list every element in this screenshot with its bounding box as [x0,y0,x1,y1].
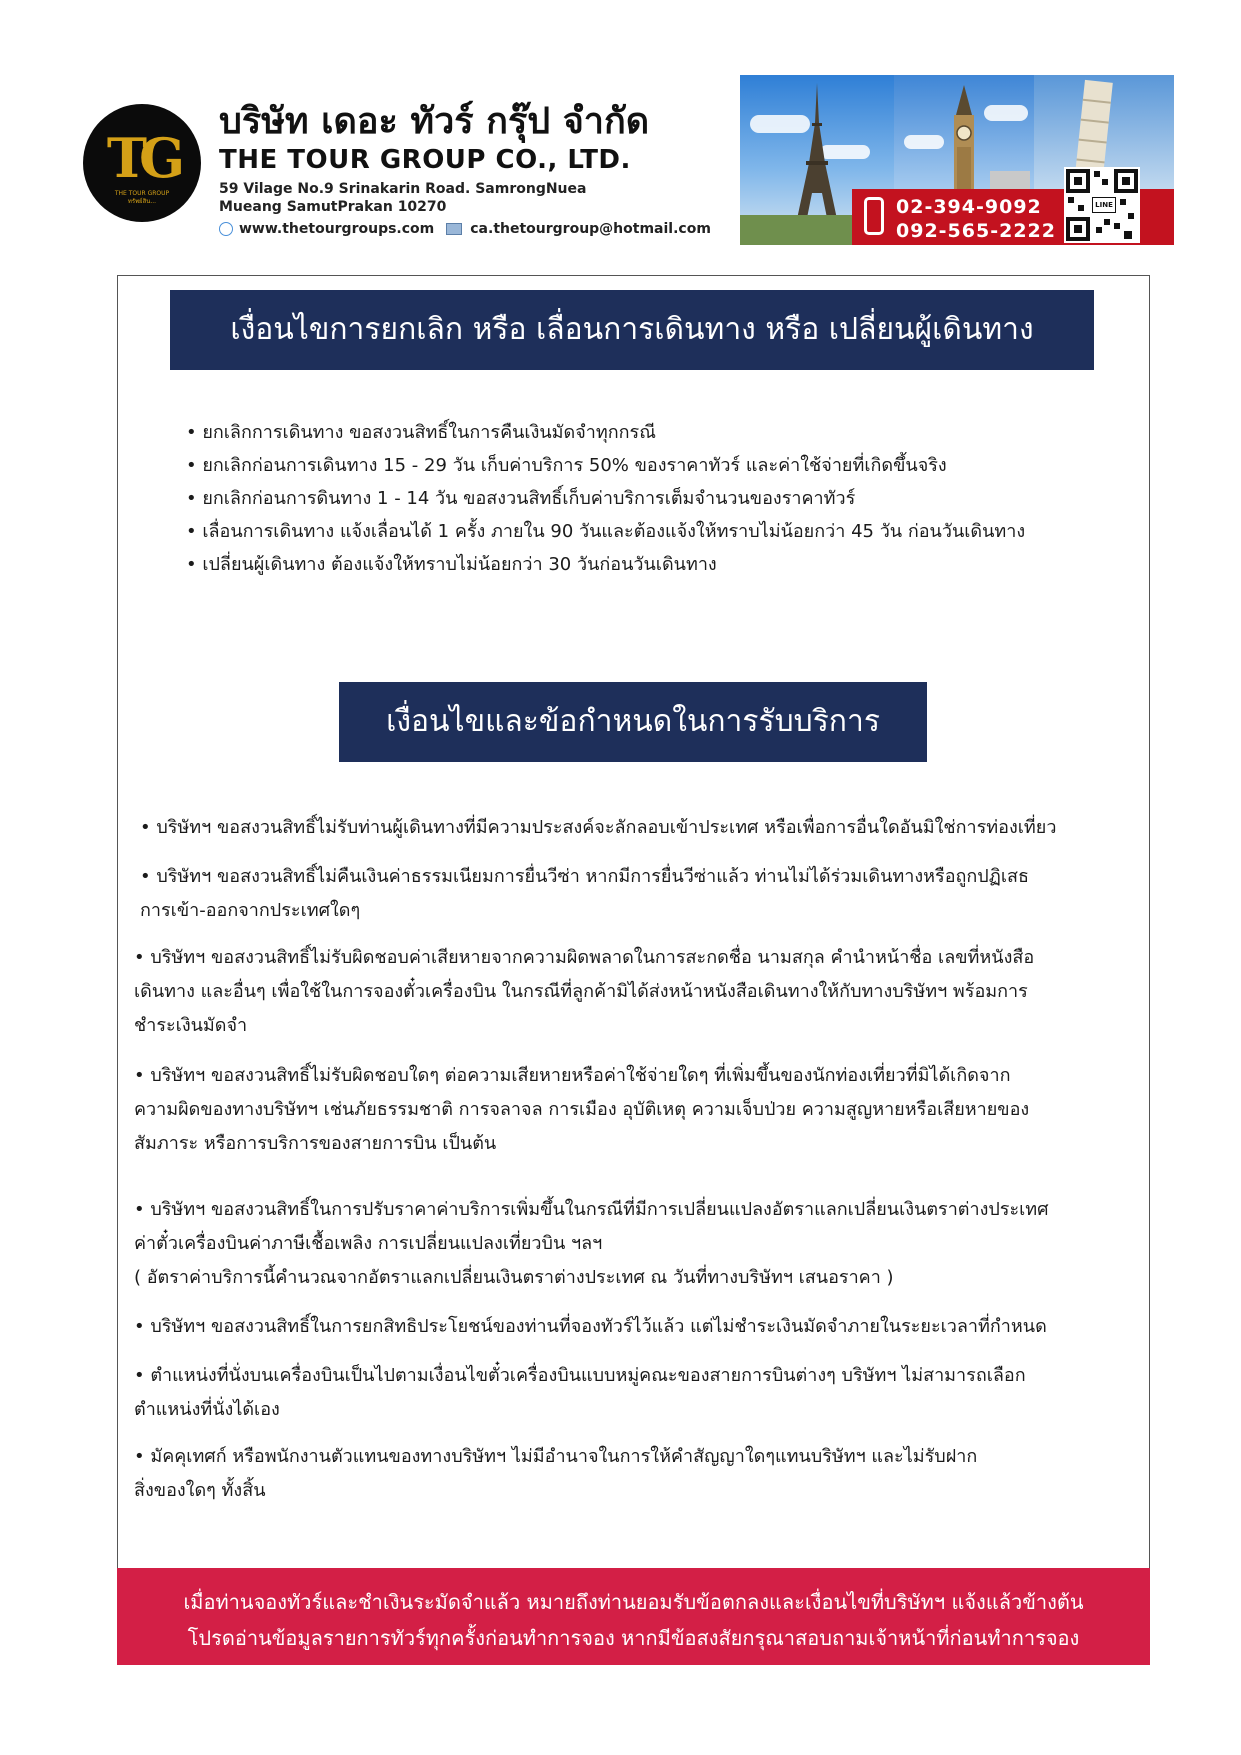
phone-number-2[interactable]: 092-565-2222 [896,220,1056,242]
cancellation-list [186,416,1025,581]
landmark-banner [740,75,1174,245]
eiffel-tower-icon [792,83,842,233]
list-item: • บริษัทฯ ขอสงวนสิทธิ์ไม่รับผิดชอบค่าเสียหายจากความผิดพลาดในการสะกดชื่อ นามสกุล คำนำหน้าชื่อ เลขที่หนังสือ เดินทาง และอื่นๆ เพื่อใช้ในการจองตั๋วเครื่องบิน ในกรณีที่ลูกค้ามิได้ส่งหน้าหนังสือเดินทางให้กับทางบริษัทฯ พร้อมการ ชำระเงินมัดจำ [134,947,1035,1036]
company-logo [83,104,201,222]
contact-row [219,221,711,237]
logo-letters: TG [106,126,178,190]
list-item: • ตำแหน่งที่นั่งบนเครื่องบินเป็นไปตามเงื่อนไขตั๋วเครื่องบินแบบหมู่คณะของสายการบินต่างๆ บริษัทฯ ไม่สามารถเลือก ตำแหน่งที่นั่งได้เอง [134,1365,1026,1420]
list-item: • บริษัทฯ ขอสงวนสิทธิ์ในการยกสิทธิประโยชน์ของท่านที่จองทัวร์ไว้แล้ว แต่ไม่ชำระเงินมัดจำภายในระยะเวลาที่กำหนด [134,1316,1047,1337]
list-item: • เลื่อนการเดินทาง แจ้งเลื่อนได้ 1 ครั้ง ภายใน 90 วันและต้องแจ้งให้ทราบไม่น้อยกว่า 45 วัน ก่อนวันเดินทาง [186,521,1026,542]
list-item: • ยกเลิกก่อนการดินทาง 1 - 14 วัน ขอสงวนสิทธิ์เก็บค่าบริการเต็มจำนวนของราคาทัวร์ [186,488,856,509]
company-name-thai: บริษัท เดอะ ทัวร์ กรุ๊ป จำกัด [219,101,650,142]
list-item: • ยกเลิกการเดินทาง ขอสงวนสิทธิ์ในการคืนเงินมัดจำทุกกรณี [186,422,656,443]
logo-caption: THE TOUR GROUP ทรัพย์สิน... [114,190,170,205]
line-label: LINE [1092,197,1116,213]
line-qr-code[interactable] [1064,167,1140,243]
phone-number-1[interactable]: 02-394-9092 [896,196,1042,218]
footer-line-2: โปรดอ่านข้อมูลรายการทัวร์ทุกครั้งก่อนทำการจอง หากมีข้อสงสัยกรุณาสอบถามเจ้าหน้าที่ก่อนทำการจอง [187,1626,1080,1650]
footer-notice [117,1568,1150,1665]
section-title-cancellation: เงื่อนไขการยกเลิก หรือ เลื่อนการเดินทาง หรือ เปลี่ยนผู้เดินทาง [170,290,1094,370]
mail-icon [446,223,462,235]
mobile-phone-icon [864,197,884,235]
email-link[interactable]: ca.thetourgroup@hotmail.com [470,221,711,237]
list-item: • บริษัทฯ ขอสงวนสิทธิ์ไม่รับท่านผู้เดินทางที่มีความประสงค์จะลักลอบเข้าประเทศ หรือเพื่อการอื่นใดอันมิใช่การท่องเที่ยว [140,817,1057,838]
website-link[interactable]: www.thetourgroups.com [239,221,435,237]
globe-icon [219,222,233,236]
address-line-2: Mueang SamutPrakan 10270 [219,199,447,215]
company-name-english: THE TOUR GROUP CO., LTD. [219,145,631,175]
list-item: • บริษัทฯ ขอสงวนสิทธิ์ไม่รับผิดชอบใดๆ ต่อความเสียหายหรือค่าใช้จ่ายใดๆ ที่เพิ่มขึ้นของนักท่องเที่ยวที่มิได้เกิดจาก ความผิดของทางบริษัทฯ เช่นภัยธรรมชาติ การจลาจล การเมือง อุบัติเหตุ ความเจ็บป่วย ความสูญหายหรือเสียหายของ สัมภาระ หรือการบริการของสายการบิน เป็นต้น [134,1065,1030,1154]
list-item: • บริษัทฯ ขอสงวนสิทธิ์ไม่คืนเงินค่าธรรมเนียมการยื่นวีซ่า หากมีการยื่นวีซ่าแล้ว ท่านไม่ได้ร่วมเดินทางหรือถูกปฏิเสธ การเข้า-ออกจากประเทศใดๆ [140,866,1029,921]
section-title-service-terms: เงื่อนไขและข้อกำหนดในการรับบริการ [339,682,927,762]
list-item: • ยกเลิกก่อนการเดินทาง 15 - 29 วัน เก็บค่าบริการ 50% ของราคาทัวร์ และค่าใช้จ่ายที่เกิดขึ้นจริง [186,455,947,476]
list-item: • บริษัทฯ ขอสงวนสิทธิ์ในการปรับราคาค่าบริการเพิ่มขึ้นในกรณีที่มีการเปลี่ยนแปลงอัตราแลกเปลี่ยนเงินตราต่างประเทศ ค่าตั๋วเครื่องบินค่าภาษีเชื้อเพลิง การเปลี่ยนแปลงเที่ยวบิน ฯลฯ ( อัตราค่าบริการนี้คำนวณจากอัตราแลกเปลี่ยนเงินตราต่างประเทศ ณ วันที่ทางบริษัทฯ เสนอราคา ) [134,1199,1049,1288]
list-item: • เปลี่ยนผู้เดินทาง ต้องแจ้งให้ทราบไม่น้อยกว่า 30 วันก่อนวันเดินทาง [186,554,717,575]
address-line-1: 59 Vilage No.9 Srinakarin Road. SamrongNuea [219,181,587,197]
list-item: • มัคคุเทศก์ หรือพนักงานตัวแทนของทางบริษัทฯ ไม่มีอำนาจในการให้คำสัญญาใดๆแทนบริษัทฯ และไม่รับฝาก สิ่งของใดๆ ทั้งสิ้น [134,1446,978,1501]
footer-line-1: เมื่อท่านจองทัวร์และชำเงินระมัดจำแล้ว หมายถึงท่านยอมรับข้อตกลงและเงื่อนไขที่บริษัทฯ แจ้งแล้วข้างต้น [183,1590,1084,1614]
